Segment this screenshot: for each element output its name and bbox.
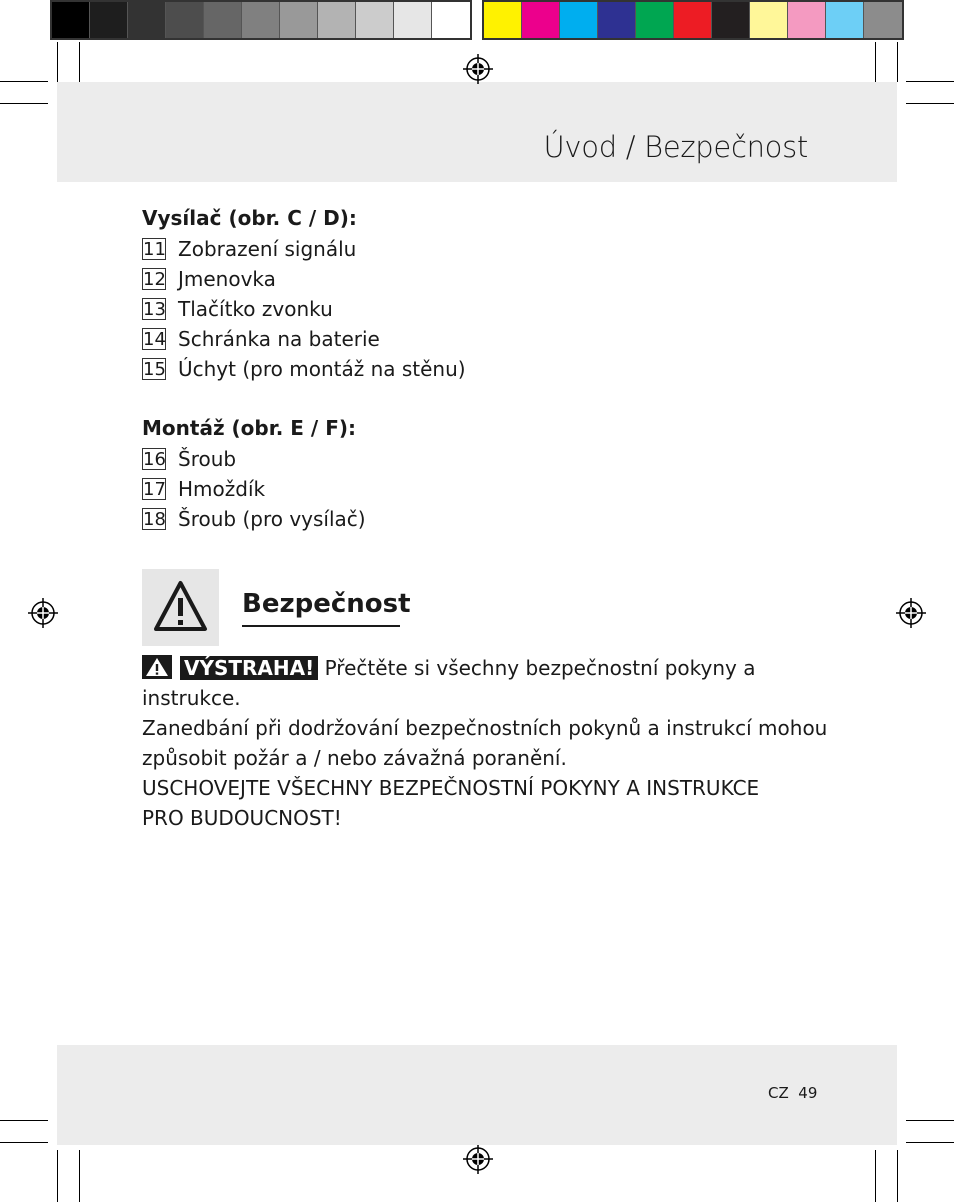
crop-mark [0, 81, 48, 82]
transmitter-heading: Vysílač (obr. C / D): [142, 206, 357, 230]
warning-label: VÝSTRAHA! [180, 656, 318, 680]
crop-mark [906, 103, 954, 104]
color-swatch [204, 2, 242, 38]
keep-instructions [142, 773, 832, 833]
color-swatch [242, 2, 280, 38]
color-swatch [52, 2, 90, 38]
color-swatch [128, 2, 166, 38]
color-swatch [166, 2, 204, 38]
color-swatch [522, 2, 560, 38]
item-label: Schránka na baterie [178, 327, 380, 351]
warning-badge-icon [142, 655, 172, 679]
grayscale-color-bar [50, 0, 472, 40]
color-swatch [750, 2, 788, 38]
color-swatch [598, 2, 636, 38]
crop-mark [79, 1150, 80, 1202]
registration-mark-icon [463, 54, 493, 84]
registration-mark-icon [28, 598, 58, 628]
warning-paragraph [142, 653, 832, 773]
crop-mark [57, 1150, 58, 1202]
item-number: 13 [143, 299, 166, 320]
color-swatch [318, 2, 356, 38]
crop-mark [0, 103, 48, 104]
crop-mark [906, 81, 954, 82]
list-item [142, 266, 276, 292]
list-item [142, 296, 333, 322]
footer-lang: CZ [768, 1084, 789, 1102]
warning-text-line2: Zanedbání při dodržování bezpečnostních pokynů a instrukcí mohou [142, 716, 828, 740]
color-swatch [636, 2, 674, 38]
item-number: 18 [143, 509, 166, 530]
color-swatch [864, 2, 902, 38]
page-footer [768, 1084, 817, 1102]
list-item [142, 446, 236, 472]
item-number: 11 [143, 239, 166, 260]
crop-mark [897, 42, 898, 82]
color-swatch [674, 2, 712, 38]
color-swatch [432, 2, 470, 38]
color-swatch [394, 2, 432, 38]
warning-box [142, 569, 219, 646]
crop-mark [0, 1142, 48, 1143]
item-label: Hmoždík [178, 477, 266, 501]
title-underline [242, 625, 400, 627]
safety-title: Bezpečnost [242, 589, 411, 619]
color-swatch [484, 2, 522, 38]
registration-mark-icon [896, 598, 926, 628]
keep-line2: PRO BUDOUCNOST! [142, 806, 342, 830]
list-item [142, 476, 265, 502]
item-number: 16 [143, 449, 166, 470]
list-item [142, 356, 466, 382]
warning-triangle-icon [142, 569, 219, 646]
list-item [142, 236, 356, 262]
crop-mark [906, 1142, 954, 1143]
warning-text-line1: Přečtěte si všechny bezpečnostní pokyny a instrukce. [142, 656, 756, 710]
list-item [142, 506, 366, 532]
item-label: Šroub (pro vysílač) [178, 507, 366, 531]
item-number: 17 [143, 479, 166, 500]
warning-text-line3: způsobit požár a / nebo závažná poranění. [142, 746, 567, 770]
keep-line1: USCHOVEJTE VŠECHNY BEZPEČNOSTNÍ POKYNY A INSTRUKCE [142, 776, 760, 800]
item-number: 14 [143, 329, 166, 350]
item-number: 15 [143, 359, 166, 380]
color-swatch [712, 2, 750, 38]
item-number: 12 [143, 269, 166, 290]
registration-mark-icon [463, 1144, 493, 1174]
item-label: Zobrazení signálu [178, 237, 357, 261]
item-label: Tlačítko zvonku [178, 297, 333, 321]
color-swatch [356, 2, 394, 38]
item-label: Jmenovka [178, 267, 276, 291]
crop-mark [57, 42, 58, 82]
item-label: Úchyt (pro montáž na stěnu) [178, 357, 466, 381]
crop-mark [875, 42, 876, 82]
color-swatch [90, 2, 128, 38]
crop-mark [875, 1150, 876, 1202]
color-swatch [826, 2, 864, 38]
crop-mark [897, 1150, 898, 1202]
list-item [142, 326, 380, 352]
item-label: Šroub [178, 447, 237, 471]
crop-mark [906, 1120, 954, 1121]
page-title: Úvod / Bezpečnost [543, 130, 808, 164]
process-color-bar [482, 0, 904, 40]
color-swatch [280, 2, 318, 38]
color-swatch [788, 2, 826, 38]
crop-mark [79, 42, 80, 82]
page-number: 49 [798, 1084, 818, 1102]
crop-mark [0, 1120, 48, 1121]
color-swatch [560, 2, 598, 38]
mounting-heading: Montáž (obr. E / F): [142, 416, 357, 440]
